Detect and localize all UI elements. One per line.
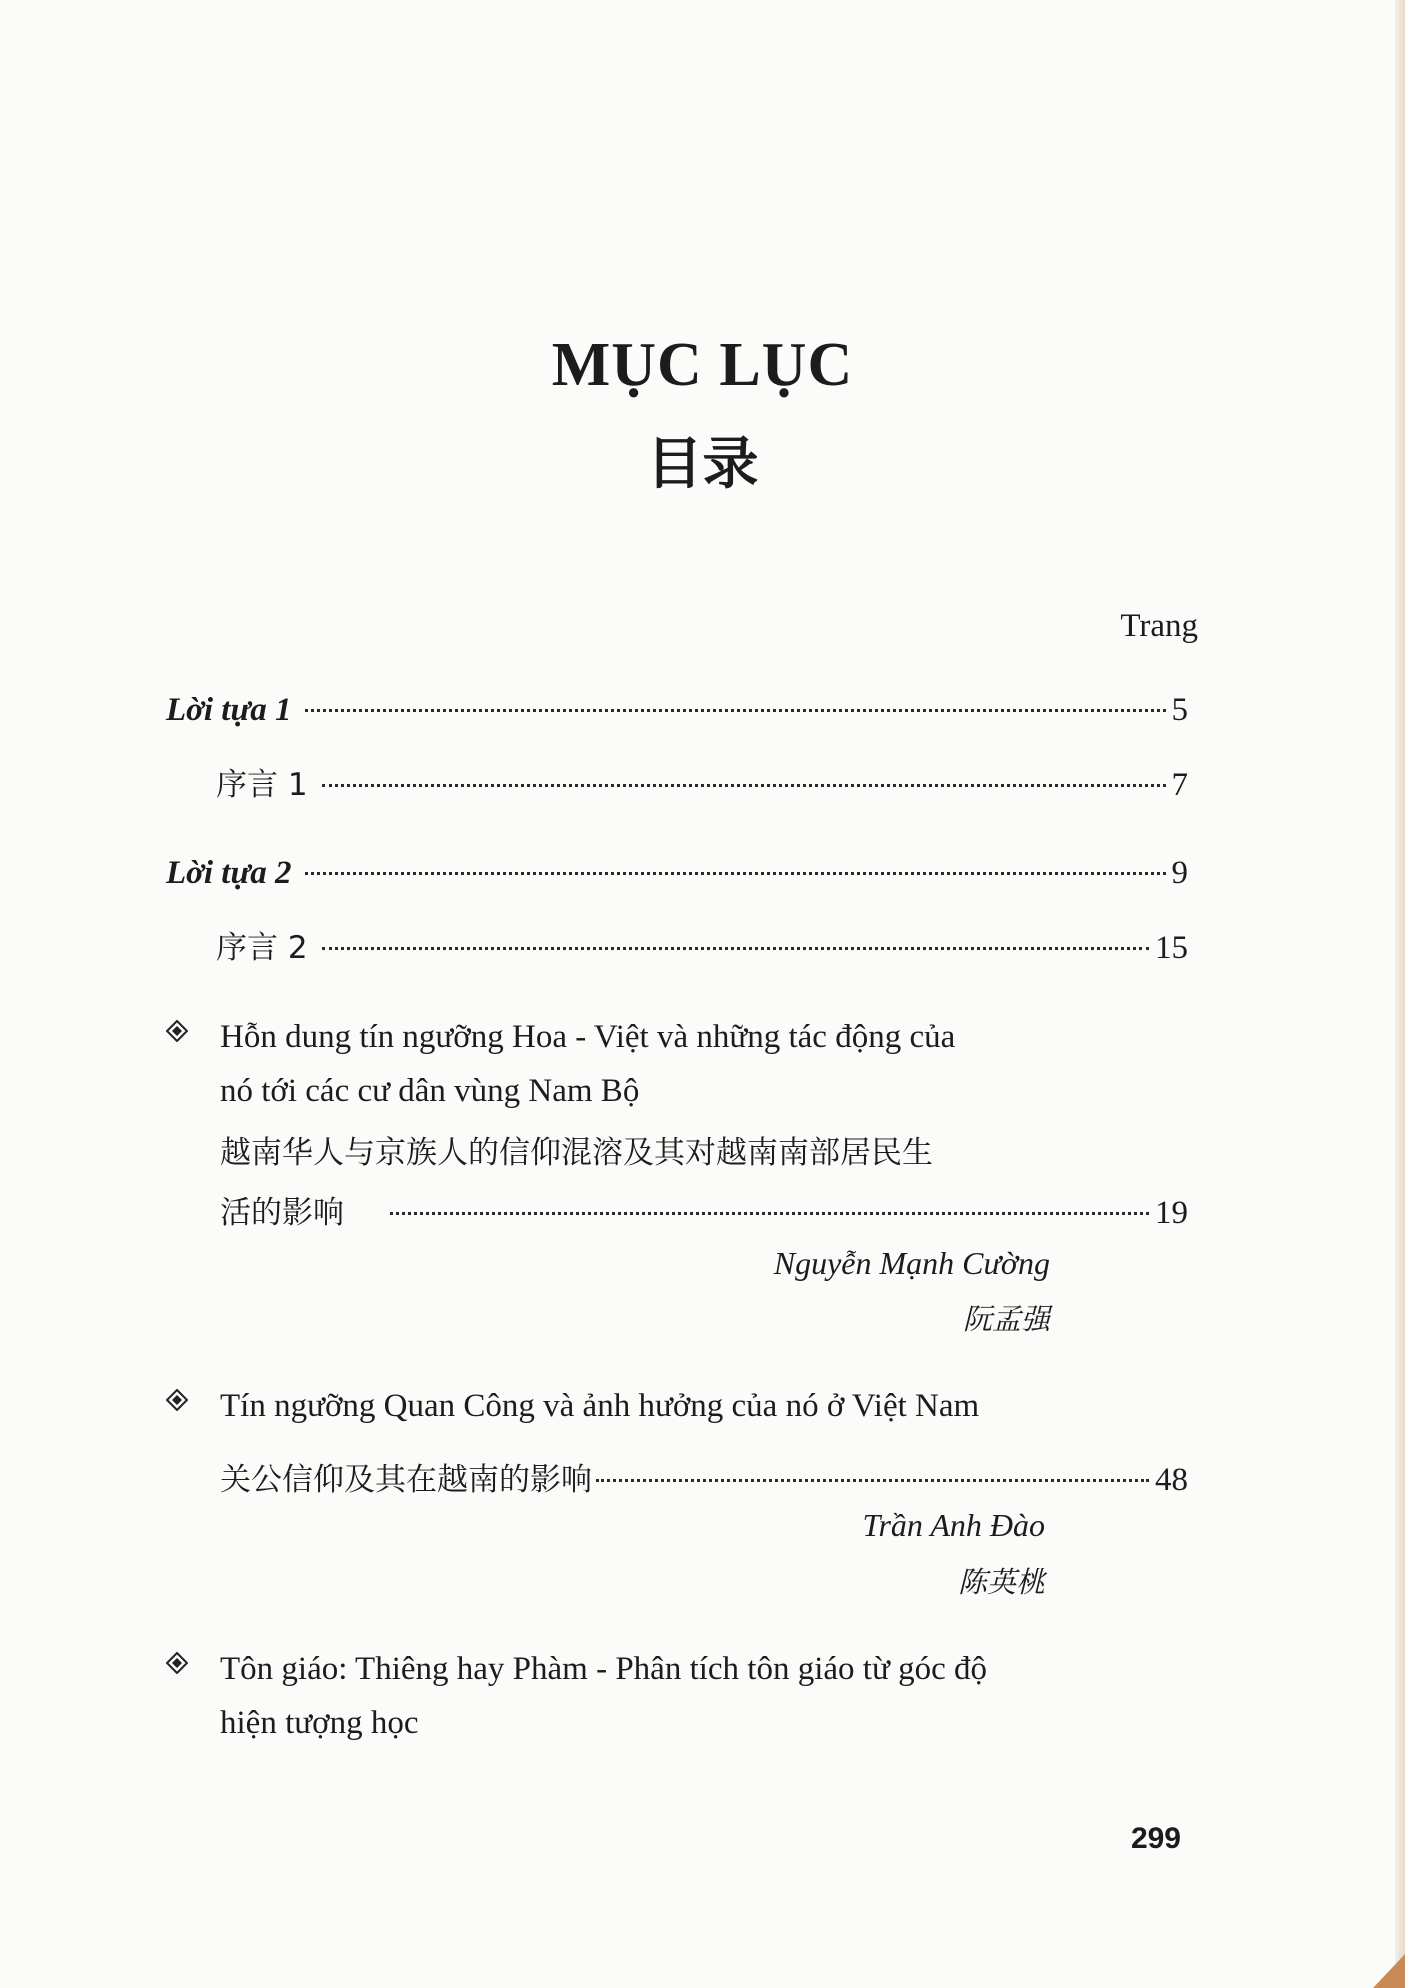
article-title-chinese: 活的影响 [220, 1195, 344, 1231]
article-author-chinese: 陈英桃 [957, 1565, 1045, 1599]
toc-row-preface-1[interactable] [166, 690, 1188, 730]
article-title: nó tới các cư dân vùng Nam Bộ [220, 1073, 640, 1109]
toc-page-number: 5 [1171, 692, 1188, 728]
article-title-chinese: 越南华人与京族人的信仰混溶及其对越南南部居民生 [220, 1135, 933, 1171]
diamond-bullet-icon [166, 1020, 188, 1042]
toc-row-preface-2[interactable] [166, 853, 1188, 893]
toc-label: Lời tựa 1 [166, 692, 292, 728]
article-title: Hỗn dung tín ngưỡng Hoa - Việt và những tác động của [220, 1019, 956, 1055]
dot-leader [390, 1212, 1149, 1215]
dot-leader [322, 947, 1149, 950]
dot-leader [305, 709, 1165, 712]
article-title: hiện tượng học [220, 1705, 419, 1741]
article-author: Trần Anh Đào [862, 1507, 1045, 1543]
diamond-bullet-icon [166, 1652, 188, 1674]
toc-page-number: 15 [1155, 930, 1188, 966]
toc-label: 序言 1 [216, 767, 308, 803]
article-title: Tôn giáo: Thiêng hay Phàm - Phân tích tôn giáo từ góc độ [220, 1651, 987, 1687]
toc-entry-article-2[interactable] [166, 1379, 1066, 1433]
page-column-label: Trang [1120, 608, 1198, 644]
diamond-bullet-icon [166, 1389, 188, 1411]
toc-page-number: 19 [1155, 1195, 1188, 1231]
toc-entry-article-3[interactable] [166, 1642, 1066, 1750]
toc-page-number: 9 [1171, 855, 1188, 891]
page-number: 299 [1130, 1822, 1181, 1855]
page-edge-shadow [1395, 0, 1405, 1988]
dot-leader [305, 872, 1165, 875]
toc-row-preface-2-zh[interactable] [216, 928, 1188, 968]
page-title-chinese: 目录 [646, 432, 759, 497]
toc-label: 序言 2 [216, 930, 308, 966]
article-title-chinese: 关公信仰及其在越南的影响 [220, 1462, 592, 1498]
toc-row-preface-1-zh[interactable] [216, 765, 1188, 805]
toc-page-number: 48 [1155, 1462, 1188, 1498]
page-title: MỤC LỤC [551, 331, 854, 399]
toc-row-article-2-zh[interactable] [220, 1460, 1188, 1500]
dot-leader [322, 784, 1166, 787]
article-author: Nguyễn Mạnh Cường [773, 1245, 1050, 1281]
toc-row-article-1-zh[interactable] [220, 1193, 1188, 1233]
article-author-chinese: 阮孟强 [962, 1302, 1050, 1336]
article-title: Tín ngưỡng Quan Công và ảnh hưởng của nó ở Việt Nam [220, 1388, 980, 1424]
toc-label: Lời tựa 2 [166, 855, 292, 891]
dot-leader [596, 1479, 1149, 1482]
toc-page-number: 7 [1171, 767, 1188, 803]
toc-entry-article-1[interactable] [166, 1010, 1066, 1180]
